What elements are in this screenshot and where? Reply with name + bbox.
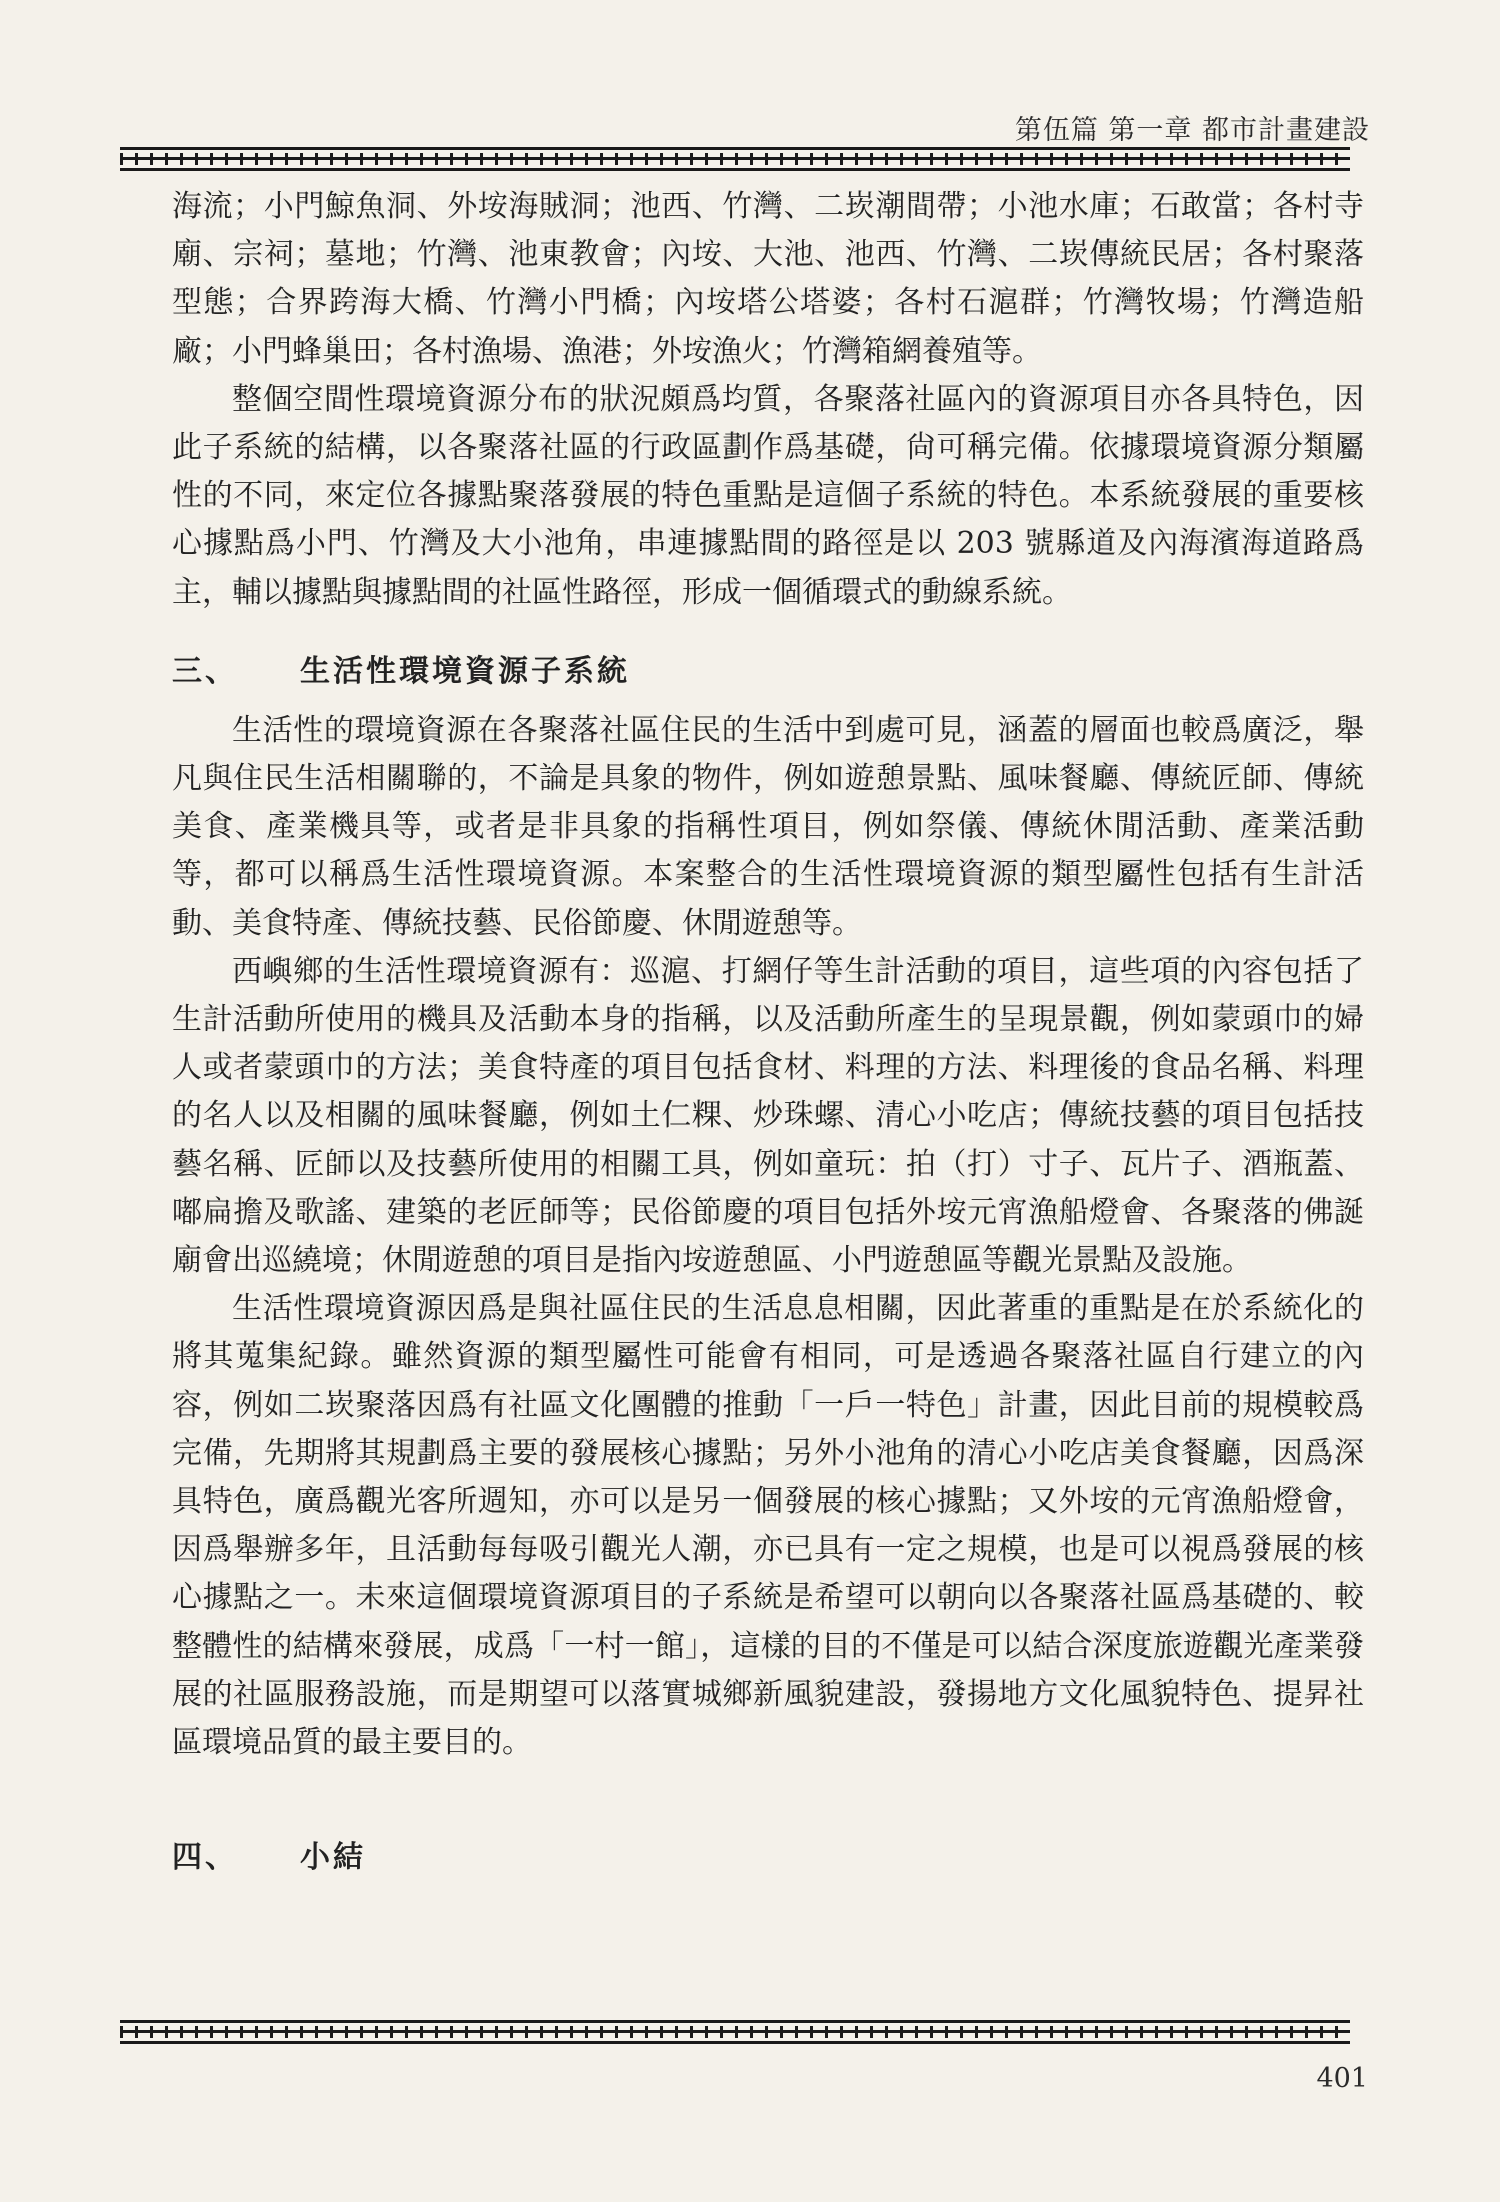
running-header: 第伍篇 第一章 都市計畫建設 [1014,115,1370,146]
paragraph: 西嶼鄉的生活性環境資源有：巡滬、打網仔等生計活動的項目，這些項的內容包括了生計活動所使用的機具及活動本身的指稱，以及活動所產生的呈現景觀，例如蒙頭巾的婦人或者蒙頭巾的方法；美食特產的項目包括食材、料理的方法、料理後的食品名稱、料理的名人以及相關的風味餐廳，例如土仁粿、炒珠螺、清心小吃店；傳統技藝的項目包括技藝名稱、匠師以及技藝所使用的相關工具，例如童玩：拍（打）寸子、瓦片子、酒瓶蓋、嘟扁擔及歌謠、建築的老匠師等；民俗節慶的項目包括外垵元宵漁船燈會、各聚落的佛誕廟會出巡繞境；休閒遊憩的項目是指內垵遊憩區、小門遊憩區等觀光景點及設施。 [172,953,1364,1279]
decorative-border-top [120,147,1350,171]
section-title: 小結 [300,1840,366,1876]
decorative-border-bottom [120,2020,1350,2044]
section-title: 生活性環境資源子系統 [300,653,630,689]
section-heading-3 [172,637,1364,707]
page-number: 401 [1316,2063,1368,2094]
section-number: 三、 [172,653,238,689]
spacer [172,617,1364,637]
paragraph: 生活性環境資源因爲是與社區住民的生活息息相關，因此著重的重點是在於系統化的將其蒐集紀錄。雖然資源的類型屬性可能會有相同，可是透過各聚落社區自行建立的內容，例如二崁聚落因爲有社區文化團體的推動「一戶一特色」計畫，因此目前的規模較爲完備，先期將其規劃爲主要的發展核心據點；另外小池角的清心小吃店美食餐廳，因爲深具特色，廣爲觀光客所週知，亦可以是另一個發展的核心據點；又外垵的元宵漁船燈會，因爲舉辦多年，且活動每每吸引觀光人潮，亦已具有一定之規模，也是可以視爲發展的核心據點之一。未來這個環境資源項目的子系統是希望可以朝向以各聚落社區爲基礎的、較整體性的結構來發展，成爲「一村一館」，這樣的目的不僅是可以結合深度旅遊觀光產業發展的社區服務設施，而是期望可以落實城鄉新風貌建設，發揚地方文化風貌特色、提昇社區環境品質的最主要目的。 [172,1291,1364,1761]
paragraph: 海流；小門鯨魚洞、外垵海賊洞；池西、竹灣、二崁潮間帶；小池水庫；石敢當；各村寺廟、宗祠；墓地；竹灣、池東教會；內垵、大池、池西、竹灣、二崁傳統民居；各村聚落型態；合界跨海大橋、竹灣小門橋；內垵塔公塔婆；各村石滬群；竹灣牧場；竹灣造船廠；小門蜂巢田；各村漁場、漁港；外垵漁火；竹灣箱網養殖等。 [172,189,1364,369]
section-number: 四、 [172,1840,238,1876]
paragraph: 整個空間性環境資源分布的狀況頗爲均質，各聚落社區內的資源項目亦各具特色，因此子系統的結構，以各聚落社區的行政區劃作爲基礎，尙可稱完備。依據環境資源分類屬性的不同，來定位各據點聚落發展的特色重點是這個子系統的特色。本系統發展的重要核心據點爲小門、竹灣及大小池角，串連據點間的路徑是以 203 號縣道及內海濱海道路爲主，輔以據點與據點間的社區性路徑，形成一個循環式的動線系統。 [172,381,1364,610]
paragraph: 生活性的環境資源在各聚落社區住民的生活中到處可見，涵蓋的層面也較爲廣泛，舉凡與住民生活相關聯的，不論是具象的物件，例如遊憩景點、風味餐廳、傳統匠師、傳統美食、產業機具等，或者是非具象的指稱性項目，例如祭儀、傳統休閒活動、產業活動等，都可以稱爲生活性環境資源。本案整合的生活性環境資源的類型屬性包括有生計活動、美食特產、傳統技藝、民俗節慶、休閒遊憩等。 [172,712,1364,941]
section-heading-4 [172,1823,1364,1893]
page-body [172,183,1364,1893]
spacer [172,1767,1364,1823]
